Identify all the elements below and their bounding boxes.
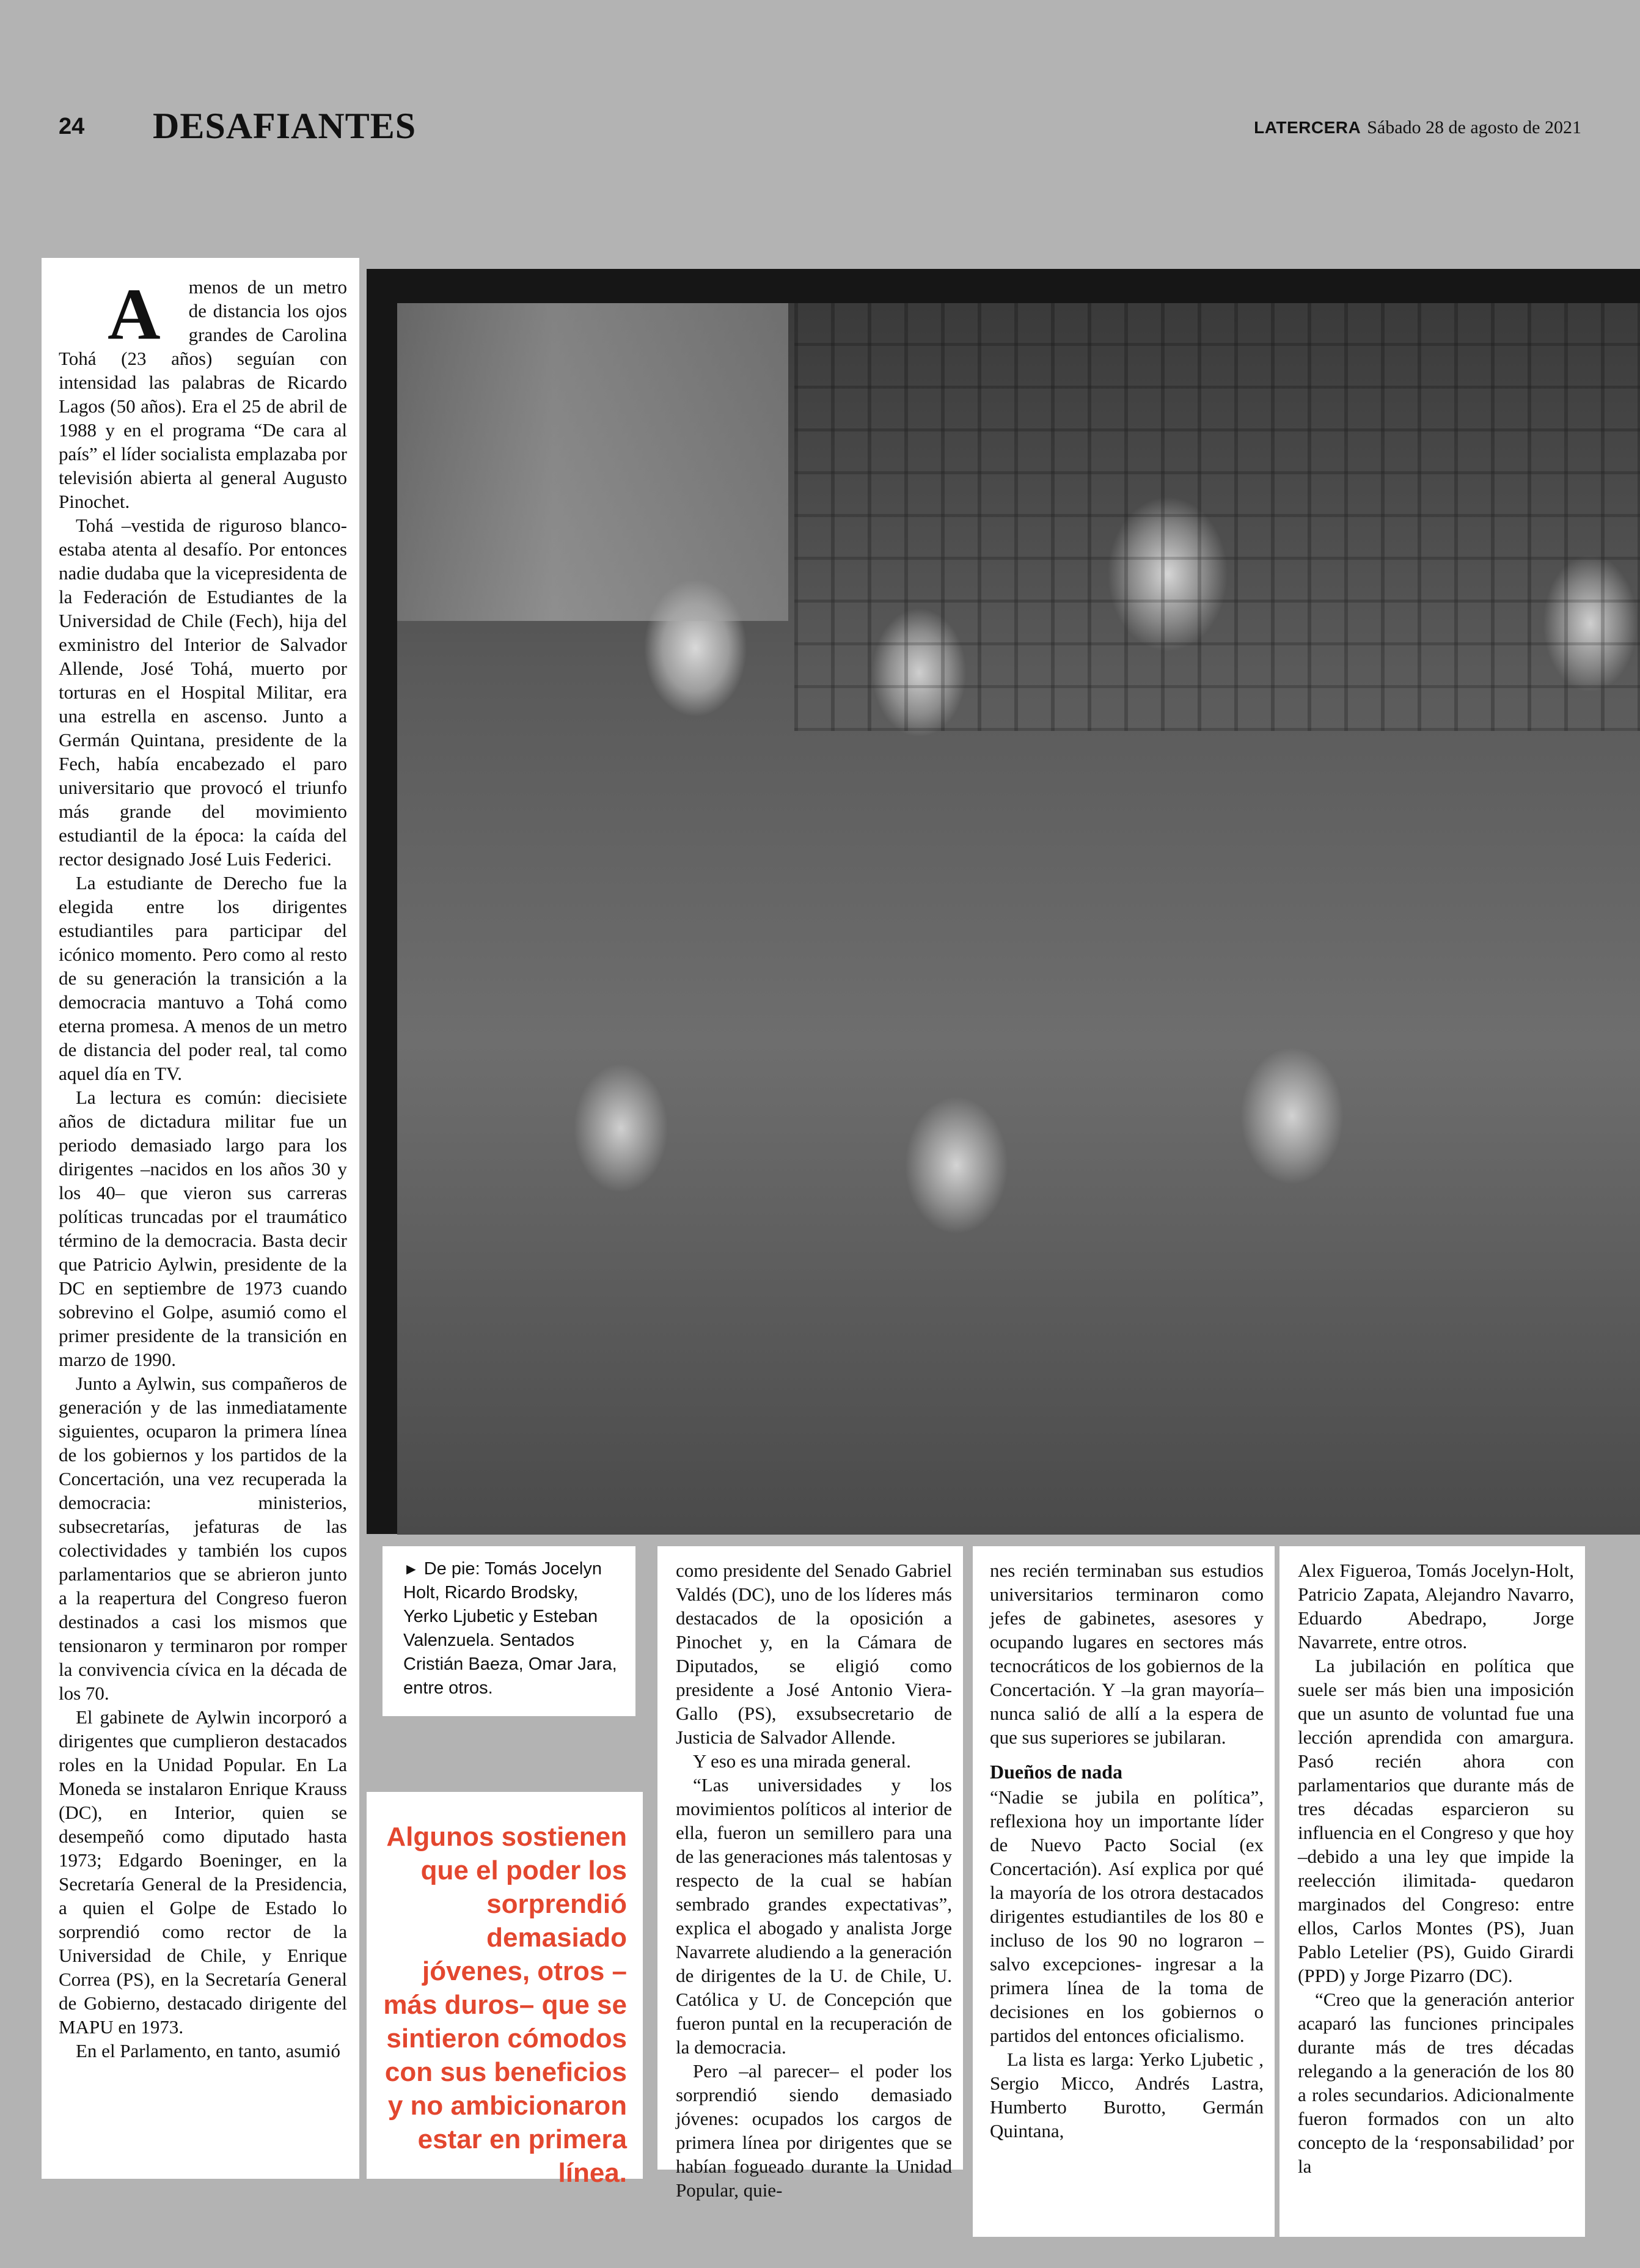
photo-arch-detail	[397, 303, 788, 621]
masthead	[1254, 117, 1581, 138]
article-column-5	[1279, 1546, 1585, 2237]
lead-paragraph: menos de un metro de distancia los ojos grandes de Carolina Tohá (23 años) seguían con intensidad las palabras de Ricardo Lagos (50 años). Era el 25 de abril de 1988 y en el programa “De cara al país” el líder socialista emplazaba por televisión abierta al general Augusto Pinochet.	[59, 276, 347, 512]
paragraph: El gabinete de Aylwin incorporó a dirigentes que cumplieron destacados roles en la Unidad Popular. En La Moneda se instalaron Enrique Krauss (DC), en Interior, quien se desempeñó como diputado hasta 1973; Edgardo Boeninger, en la Secretaría General de la Presidencia, a quien el Golpe de Estado lo sorprendió como rector de la Universidad de Chile, y Enrique Correa (PS), en la Secretaría General de Gobierno, destacado dirigente del MAPU en 1973.	[59, 1706, 347, 2038]
paragraph: Y eso es una mirada general.	[693, 1750, 911, 1772]
paragraph: La lista es larga: Yerko Ljubetic , Sergio Micco, Andrés Lastra, Humberto Burotto, Germán Quintana,	[990, 2049, 1264, 2141]
caption-text: De pie: Tomás Jocelyn Holt, Ricardo Brodsky, Yerko Ljubetic y Esteban Valenzuela. Sentados Cristián Baeza, Omar Jara, entre otros.	[403, 1559, 617, 1698]
paragraph: La jubilación en política que suele ser más bien una imposición que un asunto de voluntad fue una lección aprendida con amargura. Pasó recién ahora con parlamentarios que durante más de tres décadas esparcieron su influencia en el Congreso y que hoy –debido a una ley que impide la reelección ilimitada- quedaron marginados del Congreso: entre ellos, Carlos Montes (PS), Juan Pablo Letelier (PS), Guido Girardi (PPD) y Jorge Pizarro (DC).	[1298, 1655, 1574, 1986]
drop-cap: A	[108, 273, 161, 354]
article-column-3	[657, 1546, 963, 2201]
publication-date: Sábado 28 de agosto de 2021	[1367, 117, 1581, 138]
paragraph: “Las universidades y los movimientos políticos al interior de ella, fueron un semillero para una de las generaciones más talentosas y respecto de la cual se habían sembrado grandes expectativas”, explica el abogado y analista Jorge Navarrete aludiendo a la generación de dirigentes de la U. de Chile, U. Católica y U. de Concepción que fueron puntal en la recuperación de la democracia.	[676, 1774, 952, 2058]
subheading: Dueños de nada	[990, 1761, 1122, 1783]
pull-quote: Algunos sostienen que el poder los sorprendió demasiado jóvenes, otros –más duros– que se sintieron cómodos con sus beneficios y no ambicionaron estar en primera línea.	[367, 1792, 643, 2179]
photo-caption	[383, 1546, 635, 1716]
paragraph: Junto a Aylwin, sus compañeros de generación y de las inmediatamente siguientes, ocuparon la primera línea de los gobiernos y los partidos de la Concertación, una vez recuperada la democracia: ministerios, subsecretarías, jefaturas de las colectividades y también los cupos parlamentarios que se abrieron junto a la reapertura del Congreso fueron destinados a casi los mismos que tensionaron y terminaron por romper la convivencia cívica en la década de los 70.	[59, 1373, 347, 1704]
article-column-4	[973, 1546, 1275, 2237]
section-title: DESAFIANTES	[153, 106, 417, 146]
paragraph: La estudiante de Derecho fue la elegida entre los dirigentes estudiantiles para participar del icónico momento. Pero como al resto de su generación la transición a la democracia mantuvo a Tohá como eterna promesa. A menos de un metro de distancia del poder real, tal como aquel día en TV.	[59, 872, 347, 1084]
brand-logo: LATERCERA	[1254, 118, 1361, 137]
paragraph: “Nadie se jubila en política”, reflexiona hoy un importante líder de Nuevo Pacto Social (ex Concertación). Así explica por qué la mayoría de los otrora destacados dirigentes estudiantiles de los 80 e incluso de los 90 no lograron –salvo excepciones- ingresar a la primera línea de la toma de decisiones en los gobiernos o partidos del entonces oficialismo.	[990, 1786, 1264, 2046]
paragraph: En el Parlamento, en tanto, asumió	[76, 2040, 341, 2061]
paragraph: como presidente del Senado Gabriel Valdés (DC), uno de los líderes más destacados de la oposición a Pinochet y, en la Cámara de Diputados, se eligió como presidente a José Antonio Viera-Gallo (PS), exsubsecretario de Justicia de Salvador Allende.	[676, 1560, 952, 1748]
page-number: 24	[59, 114, 85, 139]
paragraph: La lectura es común: diecisiete años de dictadura militar fue un periodo demasiado largo para los dirigentes –nacidos en los años 30 y los 40– que vieron sus carreras políticas truncadas por el traumático término de la democracia. Basta decir que Patricio Aylwin, presidente de la DC en septiembre de 1973 cuando sobrevino el Golpe, asumió como el primer presidente de la transición en marzo de 1990.	[59, 1087, 347, 1370]
article-column-1	[42, 258, 359, 2179]
paragraph: Pero –al parecer– el poder los sorprendió siendo demasiado jóvenes: ocupados los cargos de primera línea por dirigentes que se habían fogueado durante la Unidad Popular, quie-	[676, 2060, 952, 2201]
paragraph: nes recién terminaban sus estudios universitarios terminaron como jefes de gabinetes, asesores y ocupando lugares en sectores más tecnocráticos de los gobiernos de la Concertación. Y –la gran mayoría– nunca salió de allí a la espera de que sus superiores se jubilaran.	[990, 1560, 1264, 1748]
paragraph: Tohá –vestida de riguroso blanco- estaba atenta al desafío. Por entonces nadie dudaba que la vicepresidenta de la Federación de Estudiantes de la Universidad de Chile (Fech), hija del exministro del Interior de Salvador Allende, José Tohá, muerto por torturas en el Hospital Militar, era una estrella en ascenso. Junto a Germán Quintana, presidente de la Fech, había encabezado el paro universitario que provocó el triunfo más grande del movimiento estudiantil de la época: la caída del rector designado José Luis Federici.	[59, 515, 347, 870]
photo-grille-detail	[794, 303, 1640, 731]
paragraph: “Creo que la generación anterior acaparó las funciones principales durante más de tres décadas relegando a la generación de los 80 a roles secundarios. Adicionalmente fueron formados con un alto concepto de la ‘responsabilidad’ por la	[1298, 1989, 1574, 2177]
caption-arrow-icon: ►	[403, 1560, 419, 1578]
paragraph: Alex Figueroa, Tomás Jocelyn-Holt, Patricio Zapata, Alejandro Navarro, Eduardo Abedrapo, Jorge Navarrete, entre otros.	[1298, 1560, 1574, 1653]
